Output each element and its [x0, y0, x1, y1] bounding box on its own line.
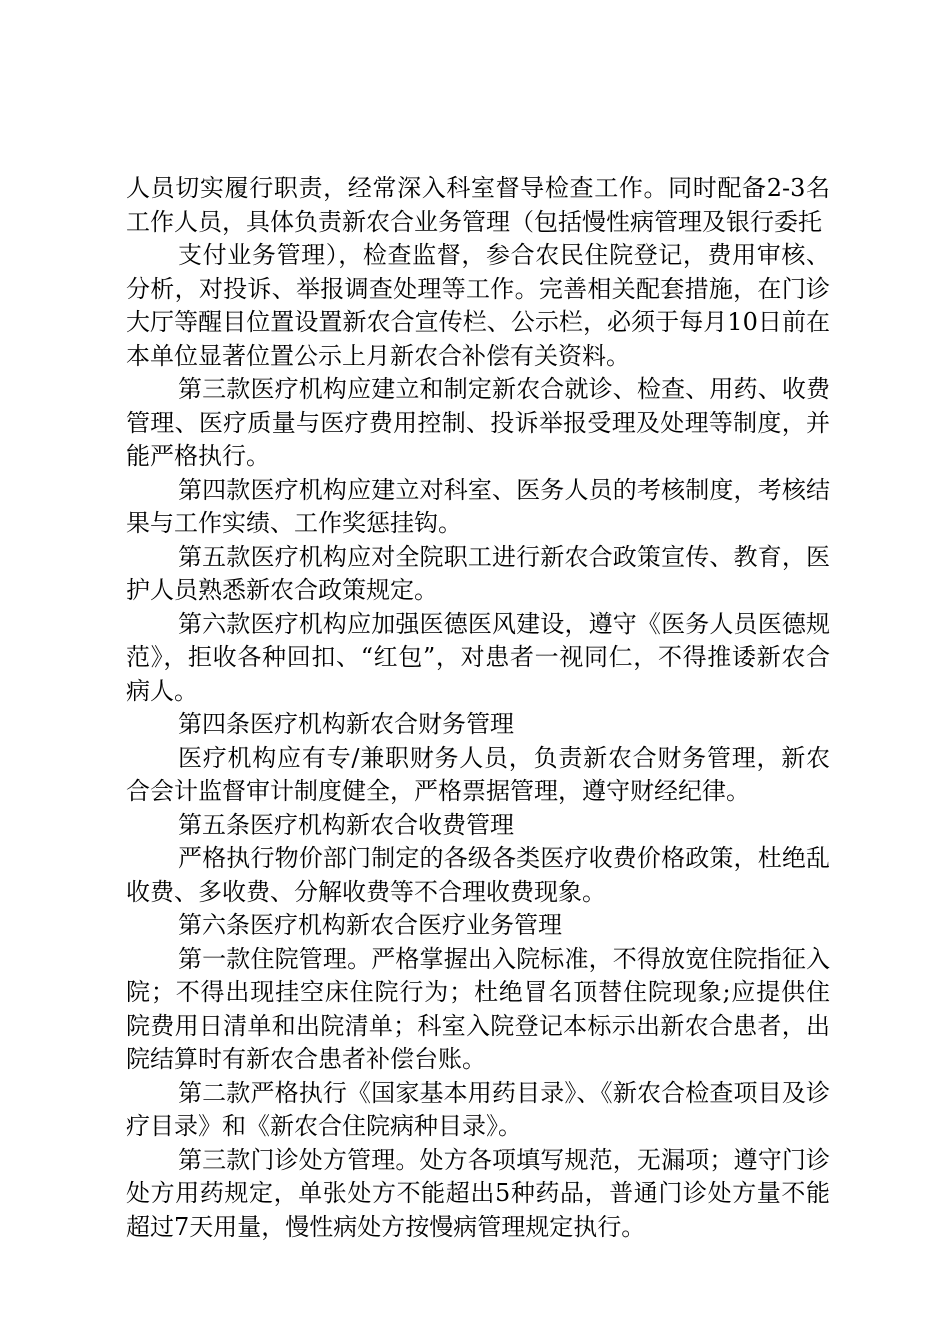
heading-article-4: 第四条医疗机构新农合财务管理 — [178, 710, 514, 738]
heading-article-5: 第五条医疗机构新农合收费管理 — [178, 810, 514, 839]
paragraph-article-5-body: 严格执行物价部门制定的各级各类医疗收费价格政策，杜绝乱收费、多收费、分解收费等不合理收费现象。 — [126, 844, 830, 906]
paragraph-clause-3: 第三款医疗机构应建立和制定新农合就诊、检查、用药、收费管理、医疗质量与医疗费用控制、投诉举报受理及处理等制度，并能严格执行。 — [126, 375, 830, 470]
paragraph-article-4-body: 医疗机构应有专/兼职财务人员，负责新农合财务管理，新农合会计监督审计制度健全，严格票据管理，遵守财经纪律。 — [126, 743, 830, 805]
paragraph-article-6-clause-3: 第三款门诊处方管理。处方各项填写规范，无漏项；遵守门诊处方用药规定，单张处方不能超出5种药品，普通门诊处方量不能超过7天用量，慢性病处方按慢病管理规定执行。 — [126, 1145, 830, 1241]
paragraph-clause-4: 第四款医疗机构应建立对科室、医务人员的考核制度，考核结果与工作实绩、工作奖惩挂钩。 — [126, 475, 830, 537]
heading-article-6: 第六条医疗机构新农合医疗业务管理 — [178, 911, 562, 939]
paragraph-clause-5: 第五款医疗机构应对全院职工进行新农合政策宣传、教育，医护人员熟悉新农合政策规定。 — [126, 542, 830, 604]
paragraph-article-6-clause-1: 第一款住院管理。严格掌握出入院标准，不得放宽住院指征入院；不得出现挂空床住院行为；杜绝冒名顶替住院现象;应提供住院费用日清单和出院清单；科室入院登记本标示出新农合患者，出院结算时有新农合患者补偿台账。 — [126, 944, 830, 1073]
paragraph-clause-6: 第六款医疗机构应加强医德医风建设，遵守《医务人员医德规范》，拒收各种回扣、“红包”，对患者一视同仁，不得推诿新农合病人。 — [126, 609, 830, 705]
paragraph-continuation: 人员切实履行职责，经常深入科室督导检查工作。同时配备2-3名工作人员，具体负责新农合业务管理（包括慢性病管理及银行委托 — [126, 174, 830, 236]
paragraph-business-management: 支付业务管理），检查监督，参合农民住院登记，费用审核、分析，对投诉、举报调查处理等工作。完善相关配套措施，在门诊大厅等醒目位置设置新农合宣传栏、公示栏，必须于每月10日前在本单位显著位置公示上月新农合补偿有关资料。 — [126, 241, 830, 370]
document-page — [126, 172, 830, 1244]
paragraph-article-6-clause-2: 第二款严格执行《国家基本用药目录》、《新农合检查项目及诊疗目录》和《新农合住院病种目录》。 — [126, 1078, 830, 1140]
